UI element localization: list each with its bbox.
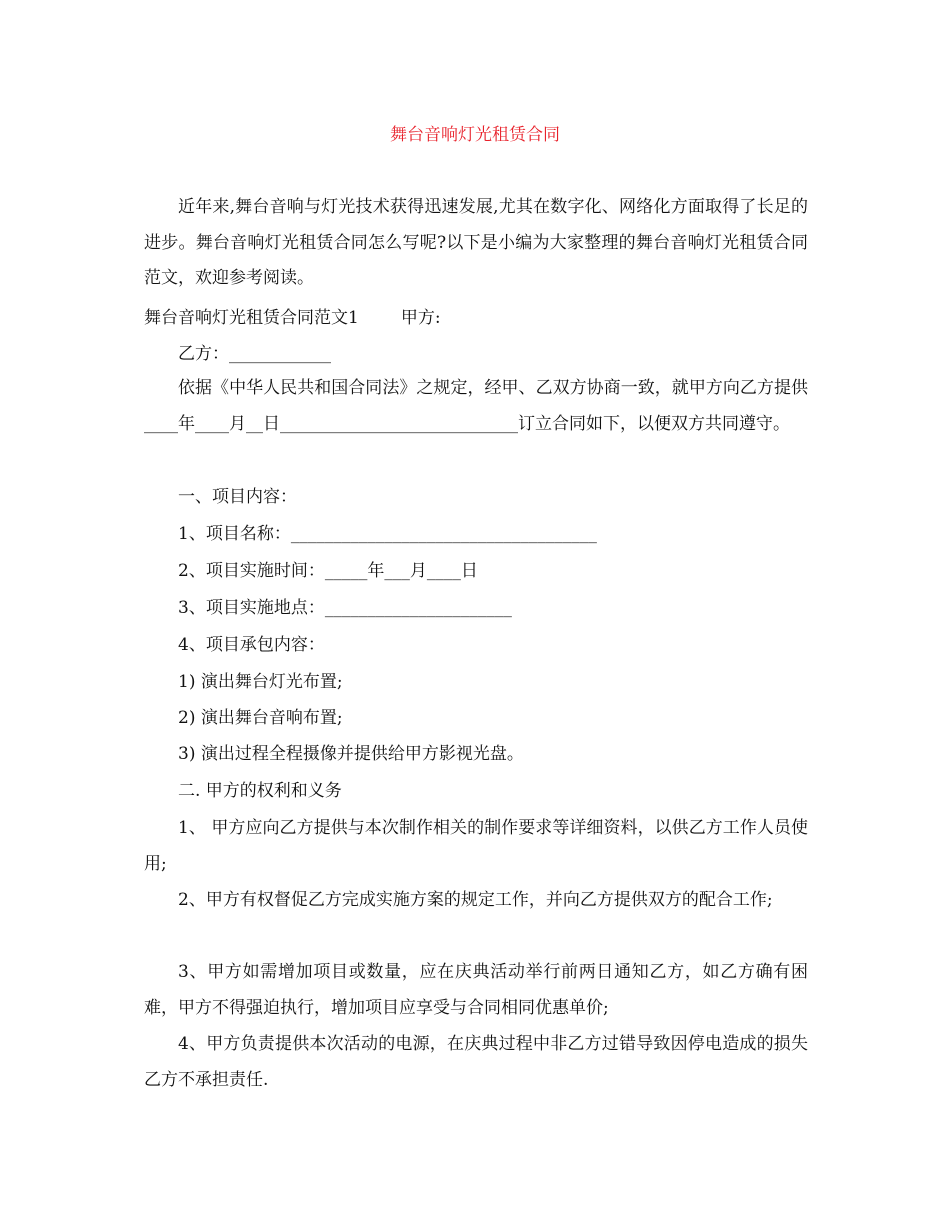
section-2-title: 二. 甲方的权利和义务 (178, 781, 342, 801)
party-b-line: 乙方：____________ (178, 344, 331, 364)
clause-2: 2、甲方有权督促乙方完成实施方案的规定工作，并向乙方提供双方的配合工作; (178, 890, 773, 910)
sample-heading-line (144, 306, 808, 330)
document-title: 舞台音响灯光租赁合同 (390, 125, 560, 145)
clause-1: 1、 甲方应向乙方提供与本次制作相关的制作要求等详细资料，以供乙方工作人员使用; (144, 818, 808, 874)
clause-4: 4、甲方负责提供本次活动的电源，在庆典过程中非乙方过错导致因停电造成的损失乙方不承担责任. (144, 1034, 808, 1090)
sub-item-lighting: 1) 演出舞台灯光布置; (178, 672, 343, 692)
sub-item-audio: 2) 演出舞台音响布置; (178, 708, 343, 728)
item-project-location: 3、项目实施地点：______________________ (178, 598, 512, 618)
sample-heading: 舞台音响灯光租赁合同范文1 (144, 308, 359, 328)
clause-3: 3、甲方如需增加项目或数量，应在庆典活动举行前两日通知乙方，如乙方确有困难，甲方不得强迫执行，增加项目应享受与合同相同优惠单价; (144, 962, 808, 1018)
intro-paragraph: 近年来,舞台音响与灯光技术获得迅速发展,尤其在数字化、网络化方面取得了长足的进步。舞台音响灯光租赁合同怎么写呢?以下是小编为大家整理的舞台音响灯光租赁合同范文，欢迎参考阅读。 (144, 197, 808, 288)
preamble-paragraph: 依据《中华人民共和国合同法》之规定，经甲、乙双方协商一致，就甲方向乙方提供____年____月__日____________________________订立合同如下，以便双方共同遵守。 (144, 378, 808, 434)
item-project-name: 1、项目名称：____________________________________ (178, 524, 597, 544)
party-a-label: 甲方: (400, 308, 441, 328)
item-project-time: 2、项目实施时间：_____年___月____日 (178, 561, 478, 581)
section-1-title: 一、项目内容： (178, 487, 297, 507)
item-project-scope: 4、项目承包内容： (178, 635, 325, 655)
sub-item-video: 3) 演出过程全程摄像并提供给甲方影视光盘。 (178, 744, 524, 764)
